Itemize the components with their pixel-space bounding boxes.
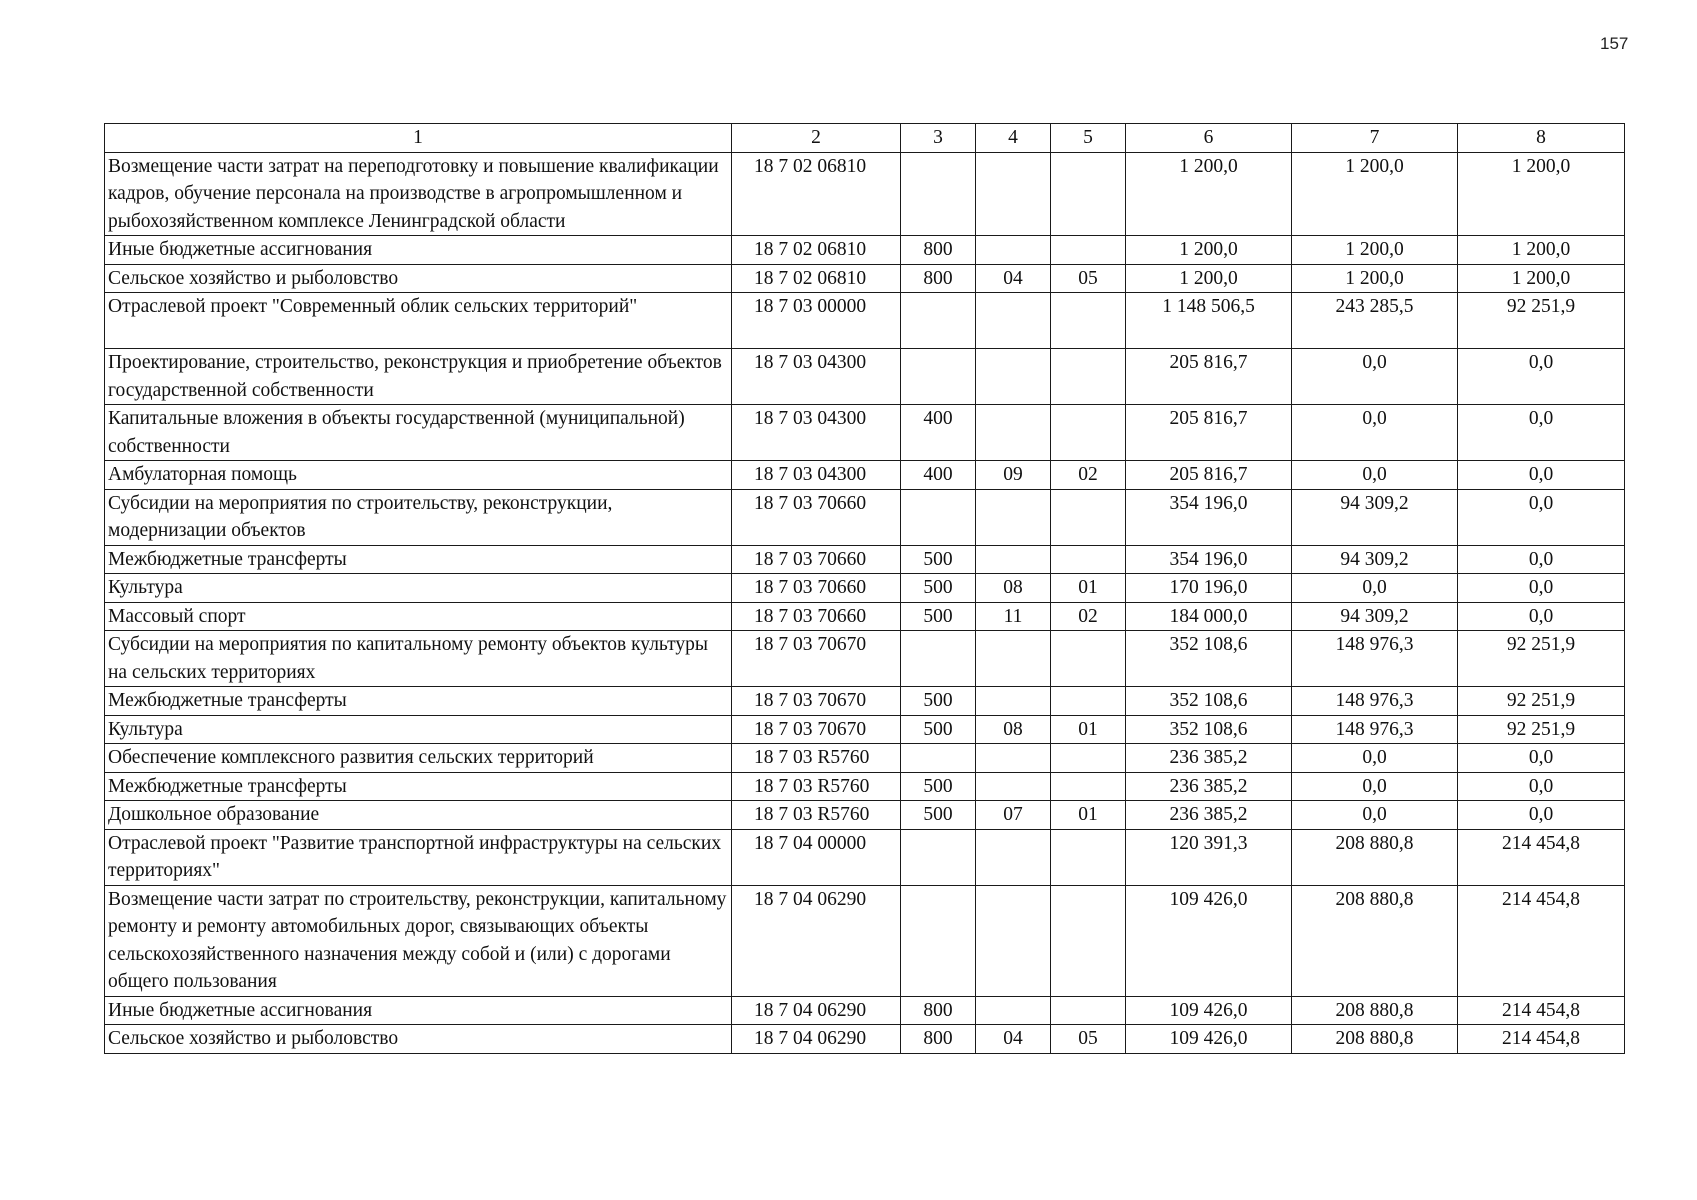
amount-year1-cell: 109 426,0: [1126, 885, 1292, 996]
item-name-cell: Амбулаторная помощь: [105, 461, 732, 490]
table-row: [105, 349, 1625, 405]
subsection-cell: [1051, 996, 1126, 1025]
expense-type-cell: 500: [901, 801, 976, 830]
expense-type-cell: 800: [901, 236, 976, 265]
section-cell: 11: [976, 602, 1051, 631]
item-name-cell: Субсидии на мероприятия по капитальному ремонту объектов культуры на сельских территориях: [105, 631, 732, 687]
header-cell: 3: [901, 124, 976, 153]
section-cell: 04: [976, 264, 1051, 293]
section-cell: [976, 293, 1051, 349]
section-cell: [976, 829, 1051, 885]
section-cell: [976, 744, 1051, 773]
section-cell: [976, 885, 1051, 996]
page-number: 157: [1600, 34, 1629, 53]
subsection-cell: 02: [1051, 461, 1126, 490]
amount-year3-cell: 92 251,9: [1458, 687, 1625, 716]
amount-year1-cell: 354 196,0: [1126, 545, 1292, 574]
item-name-cell: Культура: [105, 715, 732, 744]
subsection-cell: 05: [1051, 1025, 1126, 1054]
table-row: [105, 545, 1625, 574]
amount-year3-cell: 214 454,8: [1458, 885, 1625, 996]
subsection-cell: [1051, 631, 1126, 687]
target-code-cell: 18 7 03 00000: [732, 293, 901, 349]
subsection-cell: [1051, 349, 1126, 405]
item-name-cell: Сельское хозяйство и рыболовство: [105, 1025, 732, 1054]
subsection-cell: [1051, 687, 1126, 716]
section-cell: 04: [976, 1025, 1051, 1054]
section-cell: [976, 489, 1051, 545]
subsection-cell: [1051, 293, 1126, 349]
amount-year3-cell: 0,0: [1458, 602, 1625, 631]
table-row: [105, 1025, 1625, 1054]
amount-year2-cell: 208 880,8: [1292, 1025, 1458, 1054]
target-code-cell: 18 7 03 70670: [732, 715, 901, 744]
section-cell: [976, 152, 1051, 236]
amount-year2-cell: 1 200,0: [1292, 152, 1458, 236]
expense-type-cell: [901, 349, 976, 405]
amount-year3-cell: 1 200,0: [1458, 236, 1625, 265]
amount-year3-cell: 0,0: [1458, 461, 1625, 490]
amount-year2-cell: 0,0: [1292, 574, 1458, 603]
amount-year3-cell: 0,0: [1458, 405, 1625, 461]
item-name-cell: Капитальные вложения в объекты государственной (муниципальной) собственности: [105, 405, 732, 461]
table-row: [105, 772, 1625, 801]
amount-year3-cell: 92 251,9: [1458, 631, 1625, 687]
amount-year1-cell: 236 385,2: [1126, 744, 1292, 773]
target-code-cell: 18 7 03 R5760: [732, 744, 901, 773]
item-name-cell: Субсидии на мероприятия по строительству, реконструкции, модернизации объектов: [105, 489, 732, 545]
table-row: [105, 829, 1625, 885]
amount-year2-cell: 208 880,8: [1292, 829, 1458, 885]
amount-year1-cell: 109 426,0: [1126, 996, 1292, 1025]
target-code-cell: 18 7 03 R5760: [732, 801, 901, 830]
target-code-cell: 18 7 03 04300: [732, 405, 901, 461]
subsection-cell: 05: [1051, 264, 1126, 293]
table-row: [105, 744, 1625, 773]
target-code-cell: 18 7 03 70660: [732, 545, 901, 574]
item-name-cell: Дошкольное образование: [105, 801, 732, 830]
section-cell: [976, 349, 1051, 405]
amount-year3-cell: 0,0: [1458, 772, 1625, 801]
amount-year3-cell: 0,0: [1458, 349, 1625, 405]
table-row: [105, 631, 1625, 687]
target-code-cell: 18 7 03 R5760: [732, 772, 901, 801]
section-cell: [976, 405, 1051, 461]
amount-year2-cell: 94 309,2: [1292, 602, 1458, 631]
amount-year1-cell: 236 385,2: [1126, 801, 1292, 830]
table-row: [105, 461, 1625, 490]
subsection-cell: [1051, 236, 1126, 265]
amount-year2-cell: 0,0: [1292, 801, 1458, 830]
item-name-cell: Массовый спорт: [105, 602, 732, 631]
table-row: [105, 801, 1625, 830]
header-cell: 7: [1292, 124, 1458, 153]
amount-year3-cell: 92 251,9: [1458, 715, 1625, 744]
item-name-cell: Межбюджетные трансферты: [105, 545, 732, 574]
amount-year1-cell: 236 385,2: [1126, 772, 1292, 801]
subsection-cell: [1051, 772, 1126, 801]
section-cell: 08: [976, 574, 1051, 603]
target-code-cell: 18 7 02 06810: [732, 236, 901, 265]
expense-type-cell: 800: [901, 264, 976, 293]
expense-type-cell: 400: [901, 405, 976, 461]
section-cell: 09: [976, 461, 1051, 490]
section-cell: [976, 236, 1051, 265]
amount-year3-cell: 1 200,0: [1458, 152, 1625, 236]
item-name-cell: Отраслевой проект "Развитие транспортной инфраструктуры на сельских территориях": [105, 829, 732, 885]
expense-type-cell: 800: [901, 1025, 976, 1054]
amount-year3-cell: 0,0: [1458, 574, 1625, 603]
amount-year3-cell: 0,0: [1458, 744, 1625, 773]
item-name-cell: Межбюджетные трансферты: [105, 772, 732, 801]
expense-type-cell: [901, 631, 976, 687]
amount-year2-cell: 148 976,3: [1292, 631, 1458, 687]
target-code-cell: 18 7 03 70670: [732, 687, 901, 716]
target-code-cell: 18 7 02 06810: [732, 264, 901, 293]
amount-year1-cell: 1 200,0: [1126, 264, 1292, 293]
amount-year3-cell: 214 454,8: [1458, 829, 1625, 885]
table-row: [105, 885, 1625, 996]
target-code-cell: 18 7 04 06290: [732, 885, 901, 996]
table-row: [105, 602, 1625, 631]
amount-year2-cell: 1 200,0: [1292, 236, 1458, 265]
header-cell: 1: [105, 124, 732, 153]
amount-year2-cell: 0,0: [1292, 405, 1458, 461]
subsection-cell: [1051, 885, 1126, 996]
expense-type-cell: 500: [901, 602, 976, 631]
amount-year1-cell: 205 816,7: [1126, 405, 1292, 461]
amount-year1-cell: 354 196,0: [1126, 489, 1292, 545]
table-row: [105, 687, 1625, 716]
amount-year3-cell: 1 200,0: [1458, 264, 1625, 293]
item-name-cell: Возмещение части затрат по строительству, реконструкции, капитальному ремонту и ремонту автомобильных дорог, связывающих объекты сельскохозяйственного назначения между собой и (или) с дорогами общего пользования: [105, 885, 732, 996]
item-name-cell: Культура: [105, 574, 732, 603]
item-name-cell: Отраслевой проект "Современный облик сельских территорий": [105, 293, 732, 349]
subsection-cell: 01: [1051, 801, 1126, 830]
table-row: [105, 489, 1625, 545]
target-code-cell: 18 7 03 70670: [732, 631, 901, 687]
subsection-cell: 02: [1051, 602, 1126, 631]
subsection-cell: [1051, 744, 1126, 773]
amount-year2-cell: 1 200,0: [1292, 264, 1458, 293]
expense-type-cell: 500: [901, 715, 976, 744]
amount-year3-cell: 0,0: [1458, 545, 1625, 574]
section-cell: [976, 687, 1051, 716]
amount-year2-cell: 0,0: [1292, 772, 1458, 801]
table-body: [105, 152, 1625, 1053]
expense-type-cell: 500: [901, 545, 976, 574]
amount-year2-cell: 0,0: [1292, 349, 1458, 405]
item-name-cell: Обеспечение комплексного развития сельских территорий: [105, 744, 732, 773]
header-cell: 2: [732, 124, 901, 153]
amount-year1-cell: 1 200,0: [1126, 236, 1292, 265]
table-row: [105, 715, 1625, 744]
subsection-cell: 01: [1051, 574, 1126, 603]
subsection-cell: 01: [1051, 715, 1126, 744]
amount-year1-cell: 1 200,0: [1126, 152, 1292, 236]
amount-year2-cell: 148 976,3: [1292, 715, 1458, 744]
header-row: [105, 124, 1625, 153]
target-code-cell: 18 7 02 06810: [732, 152, 901, 236]
section-cell: [976, 631, 1051, 687]
expense-type-cell: 400: [901, 461, 976, 490]
subsection-cell: [1051, 405, 1126, 461]
subsection-cell: [1051, 152, 1126, 236]
target-code-cell: 18 7 04 06290: [732, 996, 901, 1025]
expense-type-cell: 800: [901, 996, 976, 1025]
target-code-cell: 18 7 04 06290: [732, 1025, 901, 1054]
expense-type-cell: [901, 152, 976, 236]
amount-year1-cell: 170 196,0: [1126, 574, 1292, 603]
subsection-cell: [1051, 829, 1126, 885]
item-name-cell: Сельское хозяйство и рыболовство: [105, 264, 732, 293]
amount-year1-cell: 1 148 506,5: [1126, 293, 1292, 349]
amount-year2-cell: 208 880,8: [1292, 996, 1458, 1025]
budget-table: [104, 123, 1625, 1054]
amount-year2-cell: 148 976,3: [1292, 687, 1458, 716]
amount-year1-cell: 205 816,7: [1126, 461, 1292, 490]
section-cell: [976, 772, 1051, 801]
target-code-cell: 18 7 03 04300: [732, 349, 901, 405]
target-code-cell: 18 7 03 70660: [732, 489, 901, 545]
amount-year1-cell: 120 391,3: [1126, 829, 1292, 885]
table-row: [105, 293, 1625, 349]
amount-year2-cell: 243 285,5: [1292, 293, 1458, 349]
amount-year3-cell: 92 251,9: [1458, 293, 1625, 349]
amount-year2-cell: 0,0: [1292, 461, 1458, 490]
amount-year1-cell: 109 426,0: [1126, 1025, 1292, 1054]
expense-type-cell: [901, 885, 976, 996]
amount-year3-cell: 214 454,8: [1458, 1025, 1625, 1054]
target-code-cell: 18 7 03 70660: [732, 602, 901, 631]
table-row: [105, 405, 1625, 461]
expense-type-cell: [901, 489, 976, 545]
target-code-cell: 18 7 03 04300: [732, 461, 901, 490]
table-row: [105, 996, 1625, 1025]
amount-year1-cell: 184 000,0: [1126, 602, 1292, 631]
header-cell: 8: [1458, 124, 1625, 153]
expense-type-cell: [901, 293, 976, 349]
item-name-cell: Иные бюджетные ассигнования: [105, 996, 732, 1025]
header-cell: 5: [1051, 124, 1126, 153]
amount-year1-cell: 205 816,7: [1126, 349, 1292, 405]
table-row: [105, 236, 1625, 265]
table-row: [105, 574, 1625, 603]
amount-year1-cell: 352 108,6: [1126, 715, 1292, 744]
section-cell: 07: [976, 801, 1051, 830]
section-cell: [976, 545, 1051, 574]
header-cell: 4: [976, 124, 1051, 153]
expense-type-cell: [901, 829, 976, 885]
subsection-cell: [1051, 489, 1126, 545]
expense-type-cell: 500: [901, 574, 976, 603]
expense-type-cell: [901, 744, 976, 773]
amount-year3-cell: 214 454,8: [1458, 996, 1625, 1025]
amount-year2-cell: 94 309,2: [1292, 545, 1458, 574]
subsection-cell: [1051, 545, 1126, 574]
header-cell: 6: [1126, 124, 1292, 153]
item-name-cell: Межбюджетные трансферты: [105, 687, 732, 716]
section-cell: 08: [976, 715, 1051, 744]
table-row: [105, 152, 1625, 236]
expense-type-cell: 500: [901, 687, 976, 716]
item-name-cell: Возмещение части затрат на переподготовку и повышение квалификации кадров, обучение персонала на производстве в агропромышленном и рыбохозяйственном комплексе Ленинградской области: [105, 152, 732, 236]
expense-type-cell: 500: [901, 772, 976, 801]
item-name-cell: Проектирование, строительство, реконструкция и приобретение объектов государственной собственности: [105, 349, 732, 405]
amount-year3-cell: 0,0: [1458, 489, 1625, 545]
amount-year1-cell: 352 108,6: [1126, 687, 1292, 716]
amount-year2-cell: 94 309,2: [1292, 489, 1458, 545]
amount-year1-cell: 352 108,6: [1126, 631, 1292, 687]
table-row: [105, 264, 1625, 293]
section-cell: [976, 996, 1051, 1025]
target-code-cell: 18 7 04 00000: [732, 829, 901, 885]
item-name-cell: Иные бюджетные ассигнования: [105, 236, 732, 265]
amount-year2-cell: 0,0: [1292, 744, 1458, 773]
amount-year2-cell: 208 880,8: [1292, 885, 1458, 996]
amount-year3-cell: 0,0: [1458, 801, 1625, 830]
target-code-cell: 18 7 03 70660: [732, 574, 901, 603]
